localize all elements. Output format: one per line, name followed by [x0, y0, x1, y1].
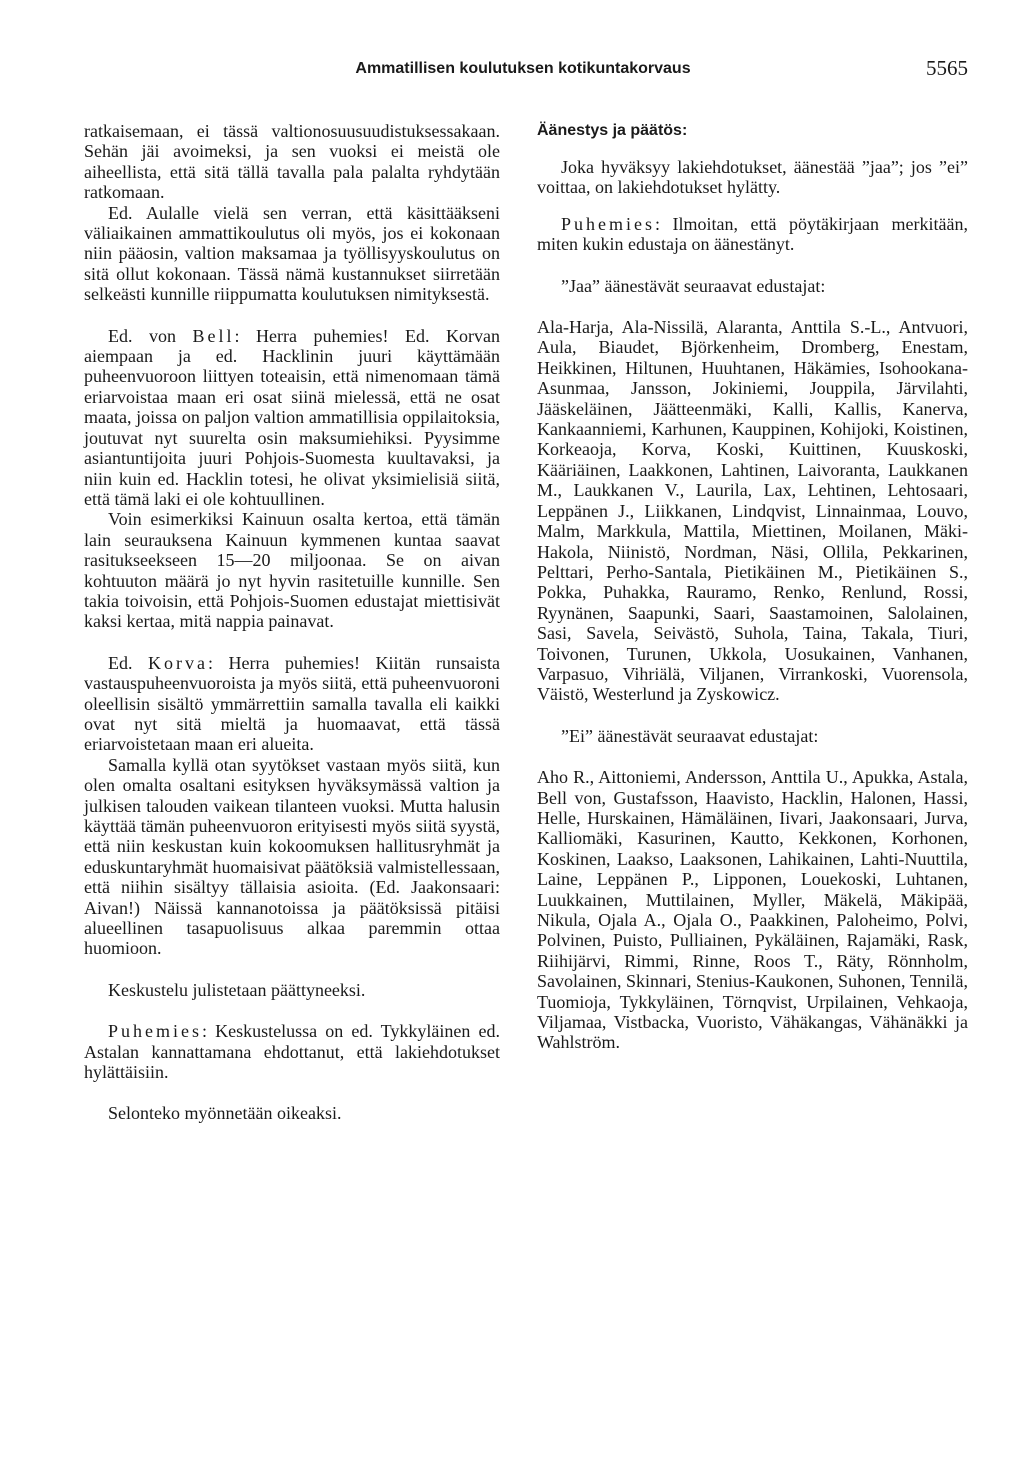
paragraph-text: ”Ei” äänestävät seuraavat edustajat: — [561, 725, 819, 746]
paragraph-text: Keskustelu julistetaan päättyneeksi. — [108, 979, 366, 1000]
speech-korva — [84, 653, 500, 755]
paragraph-text: Ala-Harja, Ala-Nissilä, Alaranta, Anttila S.-L., Antvuori, Aula, Biaudet, Björkenheim, Dromberg, Enestam, Heikkinen, Hiltunen, Huuhtanen, Häkämies, Isohookana-Asunmaa, Jansson, Jokiniemi, Jouppila, Järvilahti, Jääskeläinen, Jäätteenmäki, Kalli, Kallis, Kanerva, Kankaanniemi, Karhunen, Kauppinen, Kohijoki, Koistinen, Korkeaoja, Korva, Koski, Kuittinen, Kuuskoski, Kääriäinen, Laakkonen, Lahtinen, Laivoranta, Laukkanen M., Laukkanen V., Laurila, Lax, Lehtinen, Lehtosaari, Leppänen J., Liikkanen, Lindqvist, Linnainmaa, Louvo, Malm, Markkula, Mattila, Miettinen, Moilanen, Mäki-Hakola, Niinistö, Nordman, Näsi, Ollila, Pekkarinen, Pelttari, Perho-Santala, Pietikäinen M., Pietikäinen S., Pokka, Puhakka, Rauramo, Renko, Renlund, Rossi, Ryynänen, Saapunki, Saari, Saastamoinen, Salolainen, Sasi, Savela, Seivästö, Suhola, Taina, Takala, Tiuri, Toivonen, Turunen, Ukkola, Uosukainen, Vanhanen, Varpasuo, Vihriälä, Viljanen, Virrankoski, Vuorensola, Väistö, Westerlund ja Zyskowicz. — [537, 317, 968, 705]
paragraph-text: Aho R., Aittoniemi, Andersson, Anttila U., Apukka, Astala, Bell von, Gustafsson, Haavisto, Hacklin, Halonen, Hassi, Helle, Hurskainen, Hämäläinen, Iivari, Jaakonsaari, Jurva, Kalliomäki, Kasurinen, Kautto, Kekkonen, Korhonen, Koskinen, Laakso, Laaksonen, Lahikainen, Lahti-Nuuttila, Laine, Leppänen P., Lipponen, Louekoski, Luhtanen, Luukkainen, Muttilainen, Myller, Mäkelä, Mäkipää, Nikula, Ojala A., Ojala O., Paakkinen, Paloheimo, Polvi, Polvinen, Puisto, Pulliainen, Pykäläinen, Rajamäki, Rask, Riihijärvi, Rimmi, Rinne, Roos T., Räty, Rönnholm, Savolainen, Skinnari, Stenius-Kaukonen, Suhonen, Tennilä, Tuomioja, Tykkyläinen, Törnqvist, Urpilainen, Vehkaoja, Viljamaa, Vistbacka, Vuoristo, Vähäkangas, Vähänäkki ja Wahlström. — [537, 767, 968, 1053]
speech-text: : Keskustelussa on ed. Tykkyläinen ed. Astalan kannattamana ehdottanut, että lakiehdotukset hylättäisiin. — [84, 1021, 500, 1083]
left-column — [84, 121, 500, 1124]
paragraph — [537, 157, 968, 198]
vote-label-jaa — [537, 276, 968, 296]
page-number: 5565 — [926, 56, 968, 80]
running-header-title: Ammatillisen koulutuksen kotikuntakorvaus — [355, 60, 691, 77]
paragraph — [84, 121, 500, 203]
speech-von-bell — [84, 326, 500, 510]
speaker-name: Puhemies — [108, 1021, 202, 1042]
speech-text: : Herra puhemies! Kiitän runsaista vastauspuheenvuoroista ja myös siitä, että puheenvuoroni oleellisin sisältö ymmärrettiin samalla tavalla eli kaikki ovat nyt sitä mieltä ja huomaavat, että tässä eriarvoistetaan maan eri alueita. — [84, 652, 500, 755]
speech-text: : Herra puhemies! Ed. Korvan aiempaan ja ed. Hacklinin juuri käyttämään puheenvuoroon liittyen toteaisin, että nimenomaan tämä eriarvoistaa maan eri osat siinä mielessä, että ne osat maata, joissa on paljon valtion ammatillisia oppilaitoksia, joutuvat nyt suurelta osin maksumiehiksi. Pyysimme asiantuntijoita juuri Pohjois-Suomesta kuultavaksi, ja niin kuin ed. Hacklin totesi, he olivat yksimielisiä siitä, että tämä laki ei ole kohtuullinen. — [84, 325, 500, 509]
paragraph — [84, 980, 500, 1000]
paragraph — [84, 1103, 500, 1123]
speaker-prefix: Ed. von — [108, 325, 193, 346]
paragraph-text: Selonteko myönnetään oikeaksi. — [108, 1103, 342, 1124]
speaker-name: Korva — [148, 652, 208, 673]
speech-puhemies — [84, 1021, 500, 1082]
paragraph — [84, 755, 500, 959]
right-column — [537, 121, 968, 1053]
paragraph-text: Voin esimerkiksi Kainuun osalta kertoa, että tämän lain seurauksena Kainuun kymmenen kuntaa saavat rasitukseekseen 15—20 miljoonaa. Se on aivan kohtuuton määrä jo nyt hyvin rasitetuille kunnille. Sen takia toivoisin, että Pohjois-Suomen edustajat miettisivät kaksi kertaa, mitä nappia painavat. — [84, 509, 500, 632]
paragraph-text: Ed. Aulalle vielä sen verran, että käsittääkseni väliaikainen ammattikoulutus oli myös, jos ei kokonaan niin pääosin, valtion maksamaa ja työllisyyskoulutus on sitä ollut kokonaan. Tässä nämä kustannukset siirretään selkeästi kunnille riippumatta koulutuksen nimityksestä. — [84, 202, 500, 305]
paragraph-text: Joka hyväksyy lakiehdotukset, äänestää ”jaa”; jos ”ei” voittaa, on lakiehdotukset hylätty. — [537, 157, 968, 198]
speaker-name: Bell — [192, 325, 235, 346]
vote-list-ei — [537, 767, 968, 1053]
speaker-prefix: Ed. — [108, 652, 149, 673]
paragraph — [84, 509, 500, 631]
paragraph-text: ratkaisemaan, ei tässä valtionosuusuudistuksessakaan. Sehän jäi avoimeksi, ja sen vuoksi ei meistä ole aiheellista, että sitä tällä tavalla pala palalta ryhdytään ratkomaan. — [84, 121, 500, 203]
speaker-name: Puhemies — [561, 213, 655, 234]
paragraph-text: Samalla kyllä otan syytökset vastaan myös siitä, kun olen omalta osaltani esityksen hyväksymässä valtion ja julkisen talouden vaikean tilanteen vuoksi. Mutta halusin käyttää tämän puheenvuoron erityisesti myös siitä syystä, että niin keskustan kuin kokoomuksen hallitusryhmät ja eduskuntaryhmät huomaisivat päätöksiä valmistellessaan, että niihin sisältyy tällaisia asioita. (Ed. Jaakonsaari: Aivan!) Näissä kannanotoissa ja päätöksissä pitäisi alueellinen tasapuolisuus alkaa paremmin ottaa huomioon. — [84, 754, 500, 959]
vote-list-jaa — [537, 317, 968, 705]
speech-puhemies — [537, 214, 968, 255]
section-heading: Äänestys ja päätös: — [537, 122, 688, 139]
paragraph — [84, 203, 500, 305]
paragraph-text: ”Jaa” äänestävät seuraavat edustajat: — [561, 275, 826, 296]
speech-text: : Ilmoitan, että pöytäkirjaan merkitään, miten kukin edustaja on äänestänyt. — [537, 213, 968, 255]
vote-label-ei — [537, 726, 968, 746]
